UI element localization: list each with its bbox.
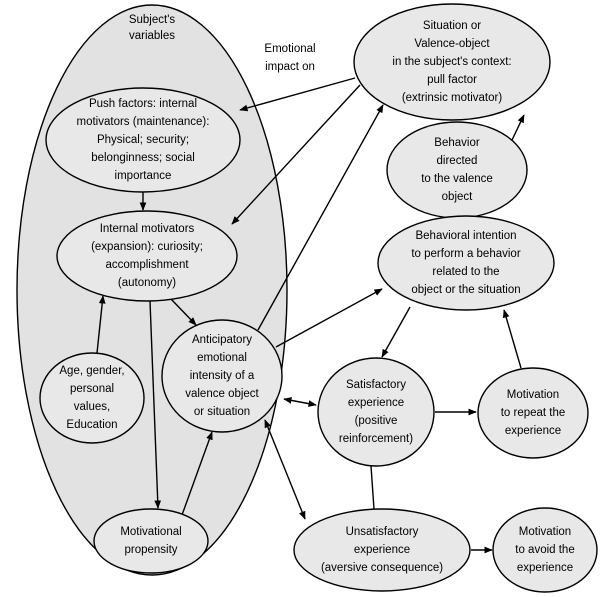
anticipatory-line-0: Anticipatory [191, 334, 253, 347]
intention-line-2: related to the [432, 266, 500, 279]
satisfactory-line-1: experience [347, 397, 405, 410]
situation-line-0: Situation or [422, 20, 482, 33]
push-factors-line-0: Push factors: internal [88, 98, 198, 111]
emotional-impact-on-label [264, 43, 315, 73]
internal-motivators-line-0: Internal motivators [99, 223, 195, 236]
avoid-line-1: to avoid the [515, 544, 575, 557]
push-factors-node[interactable] [46, 88, 240, 192]
push-factors-line-2: Physical; security; [96, 134, 190, 147]
internal-motivators-node[interactable] [57, 211, 237, 301]
intention-line-0: Behavioral intention [415, 230, 517, 243]
unsatisfactory-line-1: experience [353, 544, 411, 557]
unsatisfactory-line-0: Unsatisfactory [345, 526, 419, 539]
propensity-line-1: propensity [124, 544, 178, 557]
behavior-line-3: object [441, 191, 473, 204]
container-label-line-1: variables [128, 30, 176, 43]
situation-line-3: pull factor [427, 74, 477, 87]
anticipatory-line-3: valence object [185, 388, 259, 401]
push-factors-line-4: importance [114, 170, 172, 183]
situation-valence-object-node[interactable] [354, 4, 550, 120]
edge-intention-to-satisfactory [382, 307, 410, 357]
situation-line-4: (extrinsic motivator) [401, 92, 503, 105]
behavior-line-1: directed [436, 155, 478, 168]
demographics-line-2: values, [73, 401, 111, 414]
internal-motivators-line-2: accomplishment [105, 259, 189, 272]
situation-line-2: in the subject's context: [392, 56, 512, 69]
edge-anticipatory-unsatisfactory [265, 420, 305, 519]
demographics-node[interactable] [40, 353, 144, 443]
demographics-line-0: Age, gender, [59, 365, 125, 378]
satisfactory-line-2: (positive [354, 415, 398, 428]
anticipatory-line-2: intensity of a [189, 370, 255, 383]
avoid-line-0: Motivation [518, 526, 572, 539]
demographics-line-1: personal [69, 383, 115, 396]
internal-motivators-line-3: (autonomy) [117, 277, 177, 290]
behavior-line-2: to the valence [421, 173, 493, 186]
motivational-propensity-node[interactable] [94, 509, 208, 573]
unsatisfactory-line-2: (aversive consequence) [320, 562, 444, 575]
edge-anticipatory-to-behavioral-intention [276, 289, 382, 347]
unsatisfactory-experience-node[interactable] [294, 509, 470, 591]
container-label-line-0: Subject's [128, 14, 176, 27]
demographics-line-3: Education [66, 419, 118, 432]
anticipatory-line-4: or situation [193, 406, 251, 419]
motivation-to-repeat-node[interactable] [478, 368, 588, 458]
satisfactory-experience-node[interactable] [318, 358, 434, 466]
behavior-line-0: Behavior [434, 137, 480, 150]
anticipatory-emotional-intensity-node[interactable] [162, 320, 282, 432]
edge-behavior-to-situation [512, 115, 524, 140]
situation-line-1: Valence-object [414, 38, 490, 51]
behavioral-intention-node[interactable] [378, 216, 554, 310]
edge-situation-to-push-factors [240, 78, 355, 110]
anticipatory-line-1: emotional [197, 352, 247, 365]
propensity-line-0: Motivational [120, 526, 182, 539]
edge-satisfactory-unsatisfactory [371, 466, 374, 509]
avoid-line-2: experience [516, 562, 574, 575]
internal-motivators-line-1: (expansion): curiosity; [91, 241, 203, 254]
motivation-to-avoid-node[interactable] [493, 508, 597, 592]
intention-line-1: to perform a behavior [411, 248, 521, 261]
intention-line-3: object or the situation [411, 284, 521, 297]
repeat-line-0: Motivation [506, 389, 560, 402]
push-factors-line-1: motivators (maintenance): [76, 116, 210, 129]
behavior-directed-node[interactable] [387, 122, 527, 218]
emotional-impact-line-1: impact on [265, 61, 315, 73]
push-factors-line-3: belonginness; social [91, 152, 195, 165]
satisfactory-line-0: Satisfactory [345, 379, 407, 392]
edge-anticipatory-satisfactory [284, 399, 316, 405]
satisfactory-line-3: reinforcement) [338, 433, 414, 446]
repeat-line-2: experience [504, 425, 562, 438]
edge-motivation-repeat-to-intention [504, 310, 521, 368]
emotional-impact-line-0: Emotional [264, 43, 316, 55]
repeat-line-1: to repeat the [500, 407, 566, 420]
